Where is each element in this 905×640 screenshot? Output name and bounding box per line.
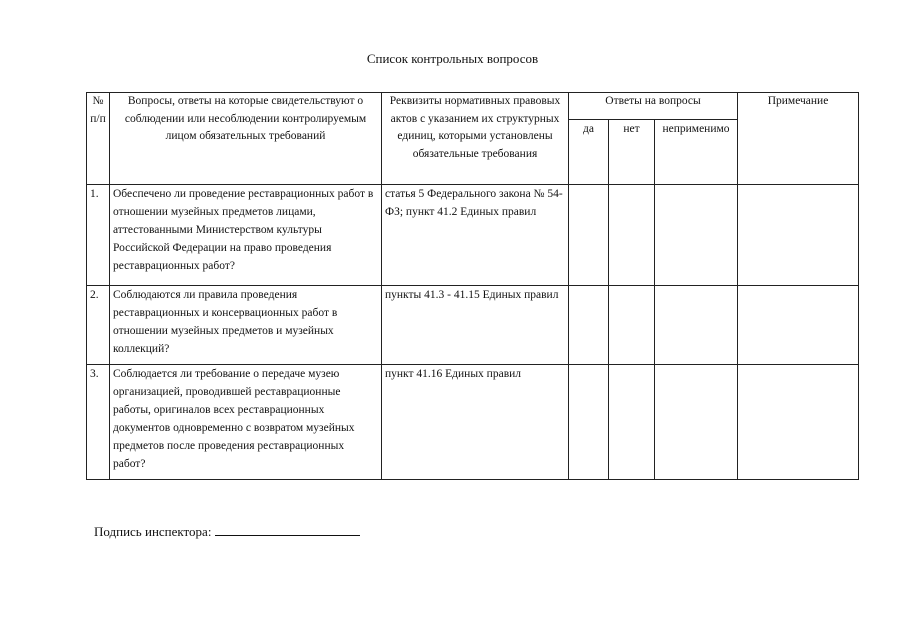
note-cell[interactable] xyxy=(738,365,859,480)
answer-yes-cell[interactable] xyxy=(569,286,609,365)
header-answers: Ответы на вопросы xyxy=(569,93,738,120)
answer-not-applicable-cell[interactable] xyxy=(655,185,738,286)
answer-no-cell[interactable] xyxy=(609,365,655,480)
header-yes: да xyxy=(569,120,609,185)
row-question: Соблюдаются ли правила проведения реставрационных и консервационных работ в отношении музейных предметов и музейных коллекций? xyxy=(110,286,382,365)
answer-not-applicable-cell[interactable] xyxy=(655,286,738,365)
row-number: 2. xyxy=(87,286,110,365)
header-no: нет xyxy=(609,120,655,185)
header-number: № п/п xyxy=(87,93,110,185)
header-reference: Реквизиты нормативных правовых актов с указанием их структурных единиц, которыми установлены обязательные требования xyxy=(382,93,569,185)
row-reference: пункт 41.16 Единых правил xyxy=(382,365,569,480)
row-question: Обеспечено ли проведение реставрационных работ в отношении музейных предметов лицами, аттестованными Министерством культуры Российской Федерации на право проведения реставрационных работ? xyxy=(110,185,382,286)
note-cell[interactable] xyxy=(738,185,859,286)
table-row xyxy=(87,185,859,286)
answer-yes-cell[interactable] xyxy=(569,185,609,286)
row-question: Соблюдается ли требование о передаче музею организацией, проводившей реставрационные работы, оригиналов всех реставрационных документов одновременно с возвратом музейных предметов после проведения реставрационных работ? xyxy=(110,365,382,480)
table-row xyxy=(87,365,859,480)
row-reference: пункты 41.3 - 41.15 Единых правил xyxy=(382,286,569,365)
row-number: 3. xyxy=(87,365,110,480)
answer-yes-cell[interactable] xyxy=(569,365,609,480)
signature-line[interactable] xyxy=(215,522,360,536)
answer-no-cell[interactable] xyxy=(609,286,655,365)
header-not-applicable: неприменимо xyxy=(655,120,738,185)
header-note: Примечание xyxy=(738,93,859,185)
page-title: Список контрольных вопросов xyxy=(366,51,539,66)
header-question: Вопросы, ответы на которые свидетельствуют о соблюдении или несоблюдении контролируемым лицом обязательных требований xyxy=(110,93,382,185)
answer-no-cell[interactable] xyxy=(609,185,655,286)
row-number: 1. xyxy=(87,185,110,286)
signature-label: Подпись инспектора: xyxy=(94,524,212,539)
signature-block xyxy=(94,522,360,540)
checklist-table xyxy=(86,92,859,480)
row-reference: статья 5 Федерального закона № 54-ФЗ; пункт 41.2 Единых правил xyxy=(382,185,569,286)
table-row xyxy=(87,286,859,365)
note-cell[interactable] xyxy=(738,286,859,365)
answer-not-applicable-cell[interactable] xyxy=(655,365,738,480)
